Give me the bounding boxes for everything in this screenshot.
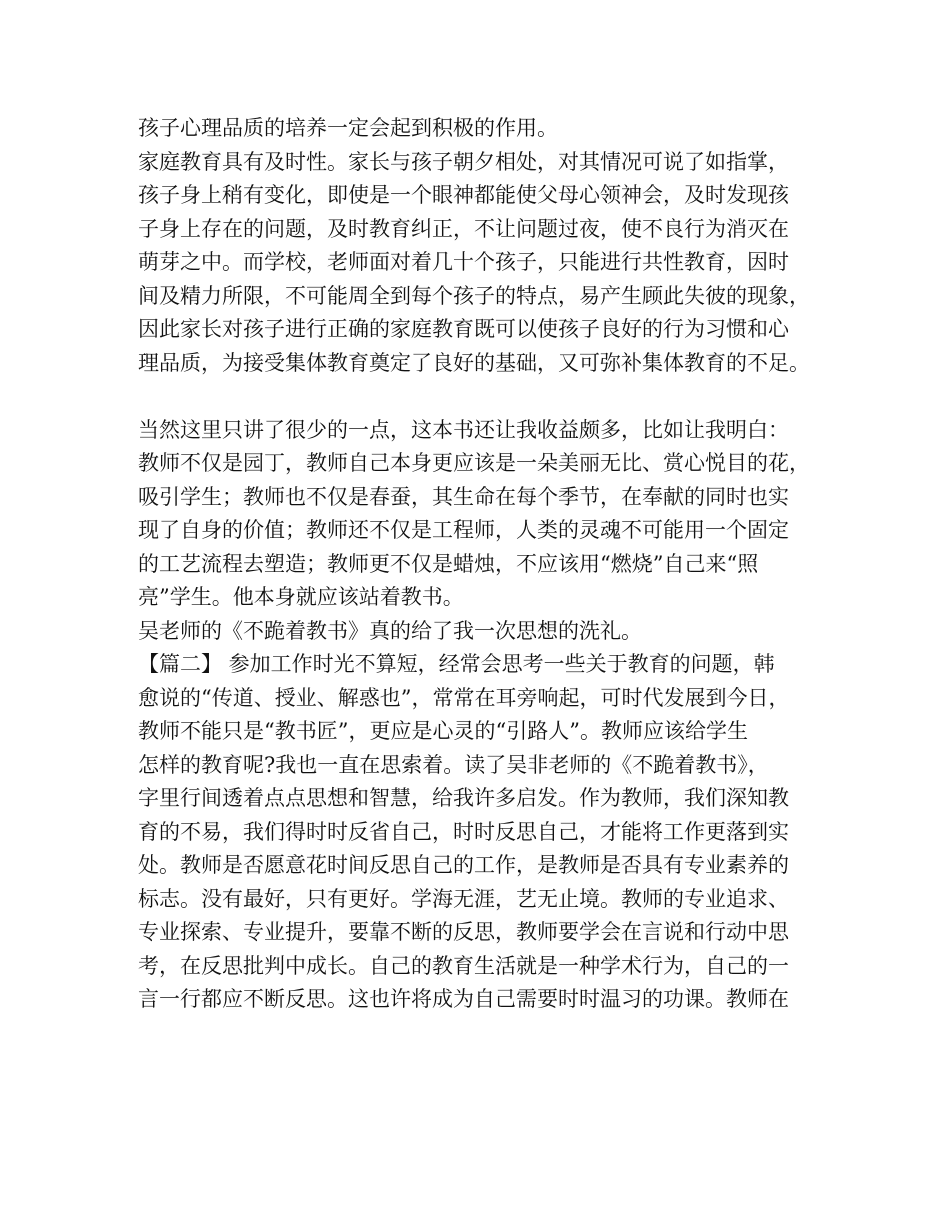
text-line: 间及精力所限，不可能周全到每个孩子的特点，易产生顾此失彼的现象， bbox=[138, 283, 810, 308]
text-line: 亮”学生。他本身就应该站着教书。 bbox=[138, 585, 464, 609]
text-line: 家庭教育具有及时性。家长与孩子朝夕相处，对其情况可说了如指掌， bbox=[138, 149, 789, 174]
text-line: 怎样的教育呢?我也一直在思索着。读了吴非老师的《不跪着教书》， bbox=[138, 752, 769, 777]
text-line: 考，在反思批判中成长。自己的教育生活就是一种学术行为，自己的一 bbox=[138, 953, 789, 978]
text-line: 教师不能只是“教书匠”，更应是心灵的“引路人”。教师应该给学生 bbox=[138, 719, 748, 743]
text-line: 标志。没有最好，只有更好。学海无涯，艺无止境。教师的专业追求、 bbox=[138, 886, 789, 911]
text-line: 吸引学生；教师也不仅是春蚕，其生命在每个季节，在奉献的同时也实 bbox=[138, 484, 789, 509]
text-line: 孩子身上稍有变化，即使是一个眼神都能使父母心领神会，及时发现孩 bbox=[138, 183, 789, 207]
text-line: 教师不仅是园丁，教师自己本身更应该是一朵美丽无比、赏心悦目的花， bbox=[138, 451, 810, 475]
text-line: 当然这里只讲了很少的一点，这本书还让我收益颇多，比如让我明白： bbox=[138, 417, 789, 442]
text-line: 专业探索、专业提升，要靠不断的反思，教师要学会在言说和行动中思 bbox=[138, 920, 789, 944]
body-text bbox=[138, 112, 838, 1017]
text-line: 现了自身的价值；教师还不仅是工程师，人类的灵魂不可能用一个固定 bbox=[138, 518, 789, 542]
text-line: 吴老师的《不跪着教书》真的给了我一次思想的洗礼。 bbox=[138, 618, 642, 643]
text-line: 孩子心理品质的培养一定会起到积极的作用。 bbox=[138, 116, 558, 140]
text-line: 言一行都应不断反思。这也许将成为自己需要时时温习的功课。教师在 bbox=[138, 987, 789, 1011]
text-line: 处。教师是否愿意花时间反思自己的工作，是教师是否具有专业素养的 bbox=[138, 853, 789, 877]
text-line: 育的不易，我们得时时反省自己，时时反思自己，才能将工作更落到实 bbox=[138, 819, 789, 844]
text-line: 的工艺流程去塑造；教师更不仅是蜡烛，不应该用“燃烧”自己来“照 bbox=[138, 551, 759, 576]
text-line: 萌芽之中。而学校，老师面对着几十个孩子，只能进行共性教育，因时 bbox=[138, 250, 789, 274]
text-line: 字里行间透着点点思想和智慧，给我许多启发。作为教师，我们深知教 bbox=[138, 786, 789, 810]
paragraph-gap bbox=[138, 380, 838, 414]
text-line: 因此家长对孩子进行正确的家庭教育既可以使孩子良好的行为习惯和心 bbox=[138, 317, 789, 341]
text-line: 【篇二】 参加工作时光不算短，经常会思考一些关于教育的问题，韩 bbox=[138, 652, 775, 676]
text-line: 理品质，为接受集体教育奠定了良好的基础，又可弥补集体教育的不足。 bbox=[138, 350, 810, 375]
text-line: 子身上存在的问题，及时教育纠正，不让问题过夜，使不良行为消灭在 bbox=[138, 216, 789, 241]
text-line: 愈说的“传道、授业、解惑也”，常常在耳旁响起，可时代发展到今日， bbox=[138, 685, 790, 710]
